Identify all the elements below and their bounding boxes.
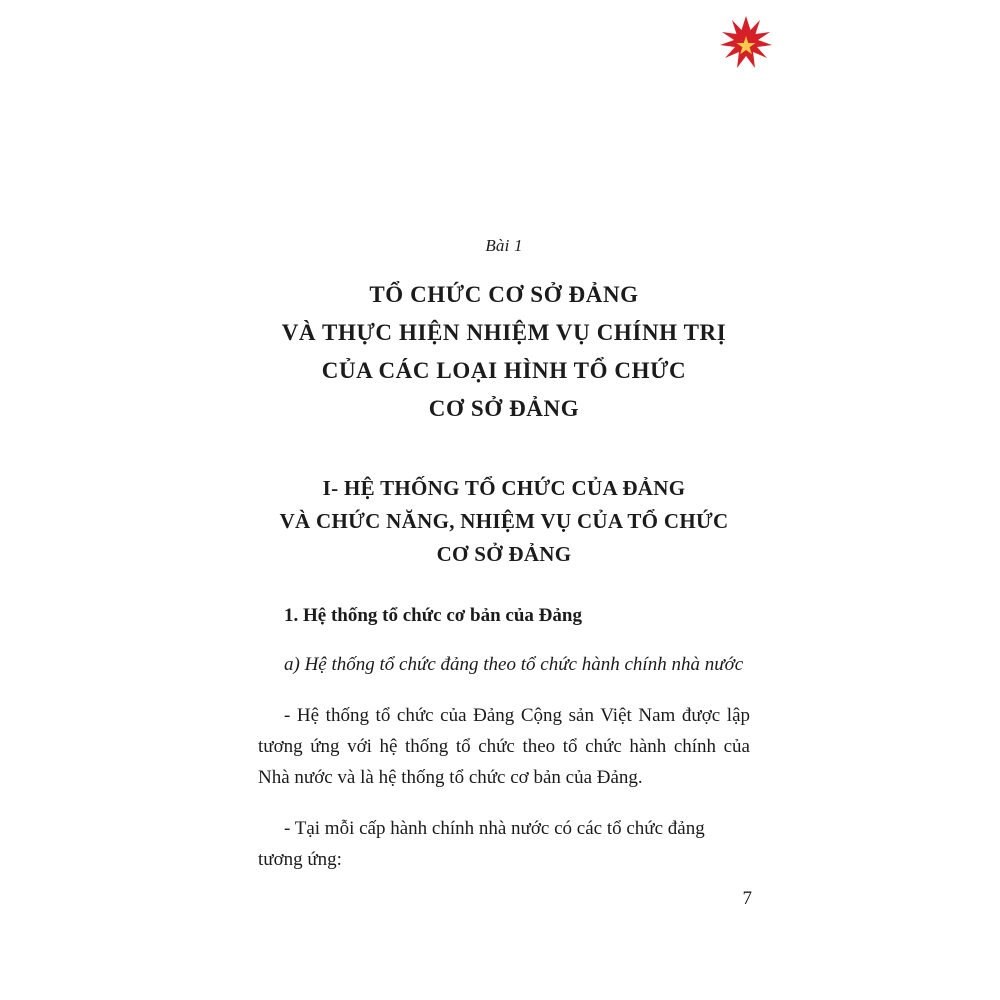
title-line-2: VÀ THỰC HIỆN NHIỆM VỤ CHÍNH TRỊ (281, 320, 727, 345)
section-line-2: VÀ CHỨC NĂNG, NHIỆM VỤ CỦA TỔ CHỨC (279, 509, 729, 533)
page-content (258, 236, 750, 875)
title-line-1: TỔ CHỨC CƠ SỞ ĐẢNG (369, 282, 639, 307)
body-paragraph-1: - Hệ thống tổ chức của Đảng Cộng sản Việt Nam được lập tương ứng với hệ thống tổ chức theo tổ chức hành chính của Nhà nước và là hệ thống tổ chức cơ bản của Đảng. (258, 705, 750, 788)
section-heading (258, 472, 750, 571)
section-line-3: CƠ SỞ ĐẢNG (436, 542, 572, 566)
page-title (258, 276, 750, 428)
title-line-3: CỦA CÁC LOẠI HÌNH TỔ CHỨC (321, 358, 687, 383)
red-star-burst-emblem-icon (714, 14, 778, 78)
subsection-heading: 1. Hệ thống tổ chức cơ bản của Đảng (284, 605, 582, 626)
body-paragraph-2: - Tại mỗi cấp hành chính nhà nước có các tổ chức đảng tương ứng: (258, 818, 705, 870)
lesson-kicker: Bài 1 (485, 236, 523, 255)
section-line-1: I- HỆ THỐNG TỔ CHỨC CỦA ĐẢNG (322, 476, 686, 500)
title-line-4: CƠ SỞ ĐẢNG (428, 396, 580, 421)
subsection-italic-lead: a) Hệ thống tổ chức đảng theo tổ chức hành chính nhà nước (284, 654, 744, 675)
page-number: 7 (742, 888, 752, 909)
